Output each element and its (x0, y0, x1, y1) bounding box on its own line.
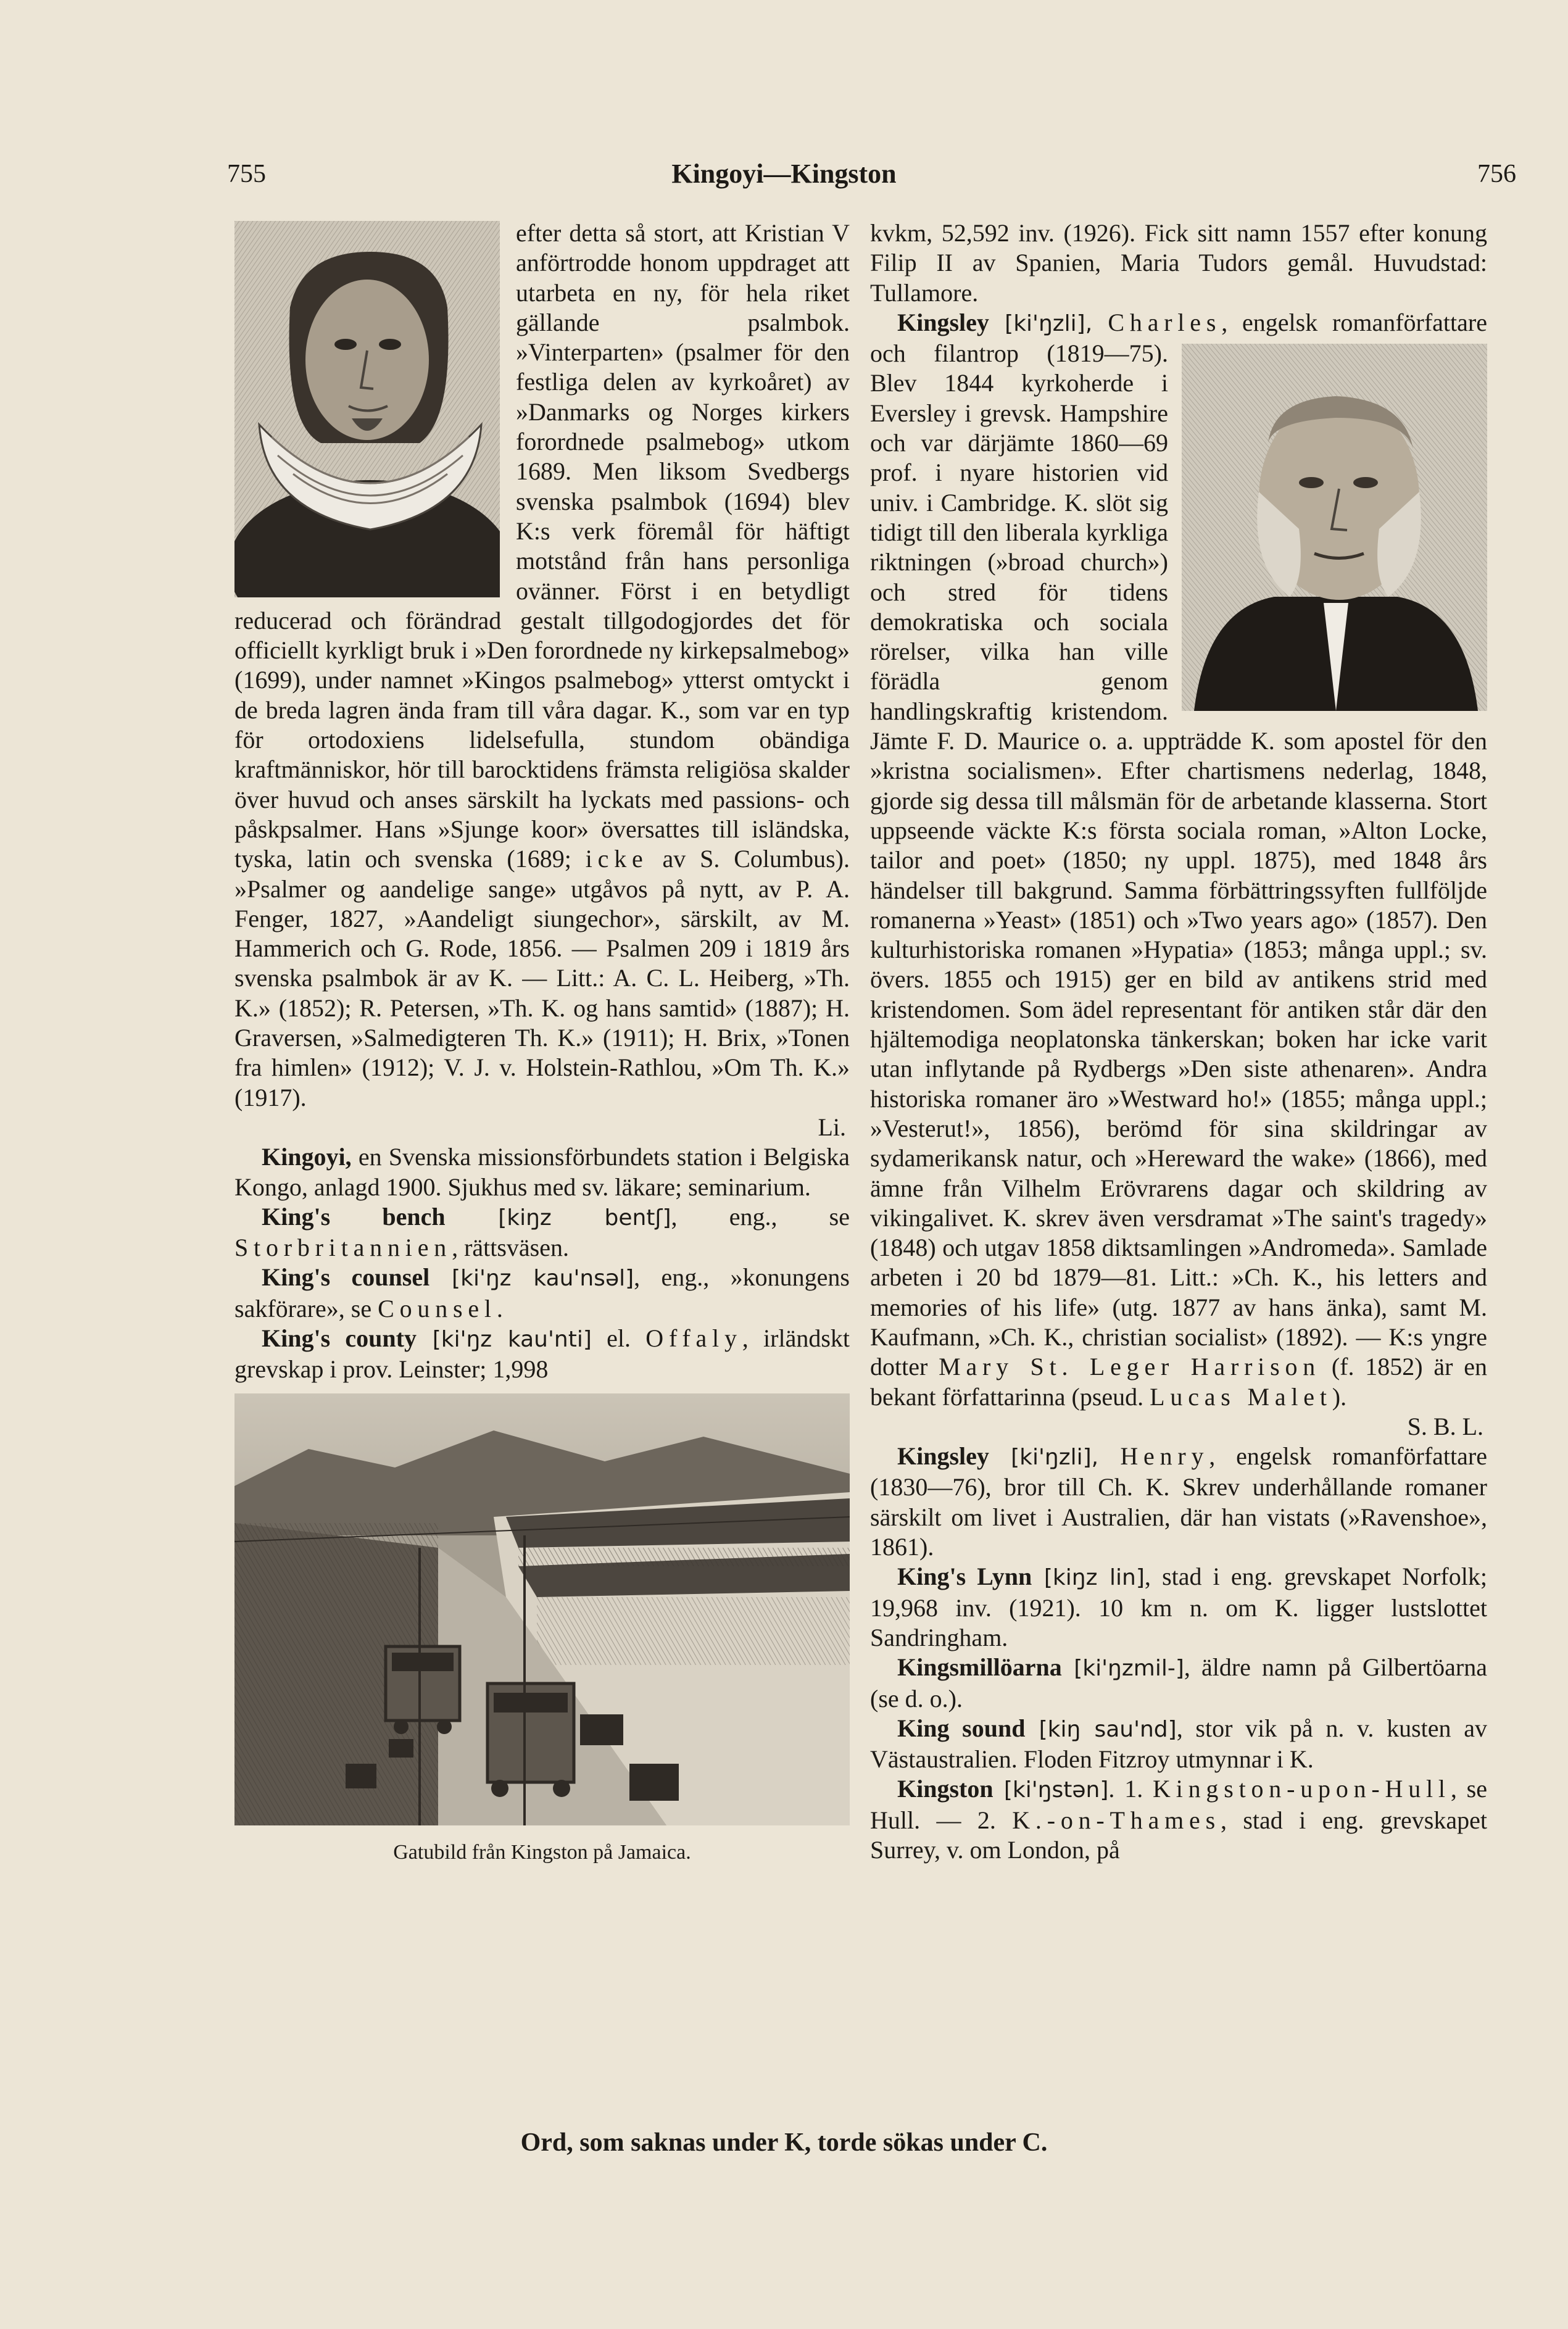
cross-reference: Offaly (645, 1324, 742, 1352)
headword: Kingsley (897, 308, 989, 336)
headword: Kingston (897, 1775, 993, 1803)
emphasis-icke: icke (585, 845, 649, 873)
entry-kingsmilloarna: Kingsmillöarna [ki'ŋzmil-], äldre namn på Gilbertöarna (se d. o.). (870, 1653, 1487, 1712)
left-column (234, 218, 850, 1870)
author-signature: S. B. L. (1407, 1412, 1483, 1440)
cross-reference: Kingston-upon-Hull (1153, 1775, 1451, 1803)
right-column (870, 218, 1487, 1865)
pseudonym: Lucas Malet (1150, 1382, 1332, 1411)
entry-king-sound: King sound [kiŋ sau'nd], stor vik på n. v. kusten av Västaustralien. Floden Fitzroy utmynnar i K. (870, 1714, 1487, 1774)
kingo-portrait (234, 221, 500, 597)
headword: Kingoyi, (262, 1143, 352, 1171)
pronunciation: [ki'ŋzmil-] (1061, 1656, 1184, 1682)
pronunciation: [kiŋ sau'nd] (1025, 1716, 1177, 1742)
pronunciation: [kiŋz bentʃ] (445, 1205, 671, 1231)
kingston-street-photo (234, 1393, 850, 1867)
headword: Kingsley (897, 1442, 989, 1471)
headword: King's county (262, 1324, 417, 1352)
cross-reference: Storbritannien (234, 1234, 452, 1262)
entry-kings-county: King's county [ki'ŋz kau'nti] el. Offaly, irländskt grevskap i prov. Leinster; 1,998 (234, 1324, 850, 1384)
right-page-number: 756 (1477, 160, 1516, 188)
cross-reference: Counsel (378, 1294, 497, 1322)
entry-kings-counsel: King's counsel [ki'ŋz kau'nsəl], eng., »konungens sakförare», se Counsel. (234, 1263, 850, 1322)
entry-kingston: Kingston [ki'ŋstən]. 1. Kingston-upon-Hull, se Hull. — 2. K.-on-Thames, stad i eng. grevskapet Surrey, v. om London, på (870, 1775, 1487, 1864)
pronunciation: [ki'ŋzli], (989, 310, 1108, 336)
entry-kingsley-henry: Kingsley [ki'ŋzli], Henry, engelsk romanförfattare (1830—76), bror till Ch. K. Skrev underhållande romaner särskilt om livet i Australien, där han vistats (»Ravenshoe», 1861). (870, 1442, 1487, 1561)
headword: King's counsel (262, 1263, 430, 1292)
pronunciation: [ki'ŋzli], (989, 1445, 1121, 1471)
pronunciation: [ki'ŋz kau'nti] (416, 1326, 592, 1352)
pronunciation: [ki'ŋz kau'nsəl] (429, 1266, 634, 1292)
pronunciation: [kiŋz lin] (1032, 1565, 1145, 1591)
left-page-number: 755 (227, 160, 266, 188)
headword: Kingsmillöarna (897, 1653, 1062, 1682)
given-name: Charles (1108, 308, 1222, 336)
entry-kingsley-charles: Kingsley [ki'ŋzli], Charles , engelsk romanförfattare och filantrop (1819—75). Blev 1844 kyrkoherde i Eversley i grevsk. Hampshire och var därjämte 1860—69 prof. i nyare historien vid univ. i Cambridge. K. slöt sig tidigt till den liberala kyrkliga riktningen (»broad church») och stred för tidens demokratiska och sociala rörelser, vilka han ville förädla genom handlingskraftig kristendom. Jämte F. D. Maurice o. a. uppträdde K. som apostel för den »kristna socialismen». Efter chartismens nederlag, 1848, gjorde sig dessa till målsmän för de arbetande klasserna. Stort uppseende väckte K:s första sociala roman, »Alton Locke, tailor and poet» (1850; ny uppl. 1875), med 1848 års händelser till bakgrund. Samma förbättringssyften fullföljde romanerna »Yeast» (1851) och »Two years ago» (1857). Den kulturhistoriska romanen »Hypatia» (1853; många uppl.; sv. övers. 1855 och 1915) ger en bild av antikens strid med kristendomen. Som ädel representant för antiken står där den hjältemodiga neoplatonska tänkerskan; boken har icke varit utan inflytande på Rydbergs »Den siste athenaren». Andra historiska romaner äro »Westward ho!» (1855; många uppl.; »Vesterut!», 1856), berömd för sina skildringar av sydamerikansk natur, och »Hereward the wake» (1866), med ämne från Vilhelm Erövrarens dagar och skildring av vikingalivet. K. skrev även versdramat »The saint's tragedy» (1848) och utgav 1858 diktsamlingen »Andromeda». Samlade arbeten i 20 bd 1879—81. Litt.: »Ch. K., his letters and memories of his life» (utg. 1877 av hans änka), samt M. Kaufmann, »Ch. K., christian socialist» (1892). — K:s yngre dotter Mary St. Leger Harrison (f. 1852) är en bekant författarinna (pseud. Lucas Malet). S. B. L. (870, 308, 1487, 1442)
county-continuation: kvkm, 52,592 inv. (1926). Fick sitt namn 1557 efter konung Filip II av Spanien, Maria Tudors gemål. Huvudstad: Tullamore. (870, 219, 1487, 307)
entry-kings-lynn: King's Lynn [kiŋz lin], stad i eng. grevskapet Norfolk; 19,968 inv. (1921). 10 km n. om K. ligger lustslottet Sandringham. (870, 1563, 1487, 1651)
kingo-entry-text: efter detta så stort, att Kristian V anförtrodde honom uppdraget att utarbeta en ny, för hela riket gällande psalmbok. »Vinterparten» (psalmer för den festliga delen av kyrkoåret) av »Danmarks og Norges kirkers forordnede psalmebog» utkom 1689. Men liksom Svedbergs svenska psalmbok (1694) blev K:s verk föremål för häftigt motstånd från hans personliga ovänner. Först i en betydligt reducerad och förändrad gestalt tillgodogjordes det för officiellt kyrkligt bruk i »Den forordnede ny kirkepsalmebog» (1699), under namnet »Kingos psalmebog» ytterst omtyckt i de breda lagren ända fram till våra dagar. K., som var en typ för ortodoxiens lidelsefulla, stundom obändiga kraftmänniskor, hör till barocktidens främsta religiösa skalder över huvud och anses särskilt ha lyckats med passions- och påskpsalmer. Hans »Sjunge koor» översattes till isländska, tyska, latin och svenska (1689; (234, 219, 850, 873)
entry-kingoyi: Kingoyi, en Svenska missionsförbundets station i Belgiska Kongo, anlagd 1900. Sjukhus med sv. läkare; seminarium. (234, 1143, 850, 1201)
kingo-entry-text-cont: av S. Columbus). »Psalmer og aandelige sange» utgåvos på nytt, av P. A. Fenger, 1827, »Aandeligt siungechor», särskilt, av M. Hammerich och G. Rode, 1856. — Psalmen 209 i 1819 års svenska psalmbok är av K. — Litt.: A. C. L. Heiberg, »Th. K.» (1852); R. Petersen, »Th. K. og hans samtid» (1887); H. Graversen, »Salmedigteren Th. K.» (1911); H. Brix, »Tonen fra himlen» (1912); V. J. v. Holstein-Rathlou, »Om Th. K.» (1917). (234, 845, 850, 1111)
cross-reference: K.-on-Thames (1012, 1806, 1221, 1834)
headword: King's Lynn (897, 1563, 1032, 1591)
person-name: Mary St. Leger Harrison (939, 1353, 1321, 1381)
author-signature: Li. (818, 1113, 846, 1141)
pronunciation: [ki'ŋstən] (993, 1777, 1109, 1803)
entry-kings-bench: King's bench [kiŋz bentʃ], eng., se Storbritannien, rättsväsen. (234, 1202, 850, 1262)
given-name: Henry (1120, 1442, 1209, 1471)
headword: King's bench (262, 1202, 446, 1231)
footer-note: Ord, som saknas under K, torde sökas under C. (520, 2128, 1048, 2157)
headword: King sound (897, 1714, 1026, 1742)
photo-caption: Gatubild från Kingston på Jamaica. (393, 1840, 691, 1864)
running-header: Kingoyi—Kingston (671, 159, 897, 189)
kingsley-portrait (1182, 344, 1487, 711)
